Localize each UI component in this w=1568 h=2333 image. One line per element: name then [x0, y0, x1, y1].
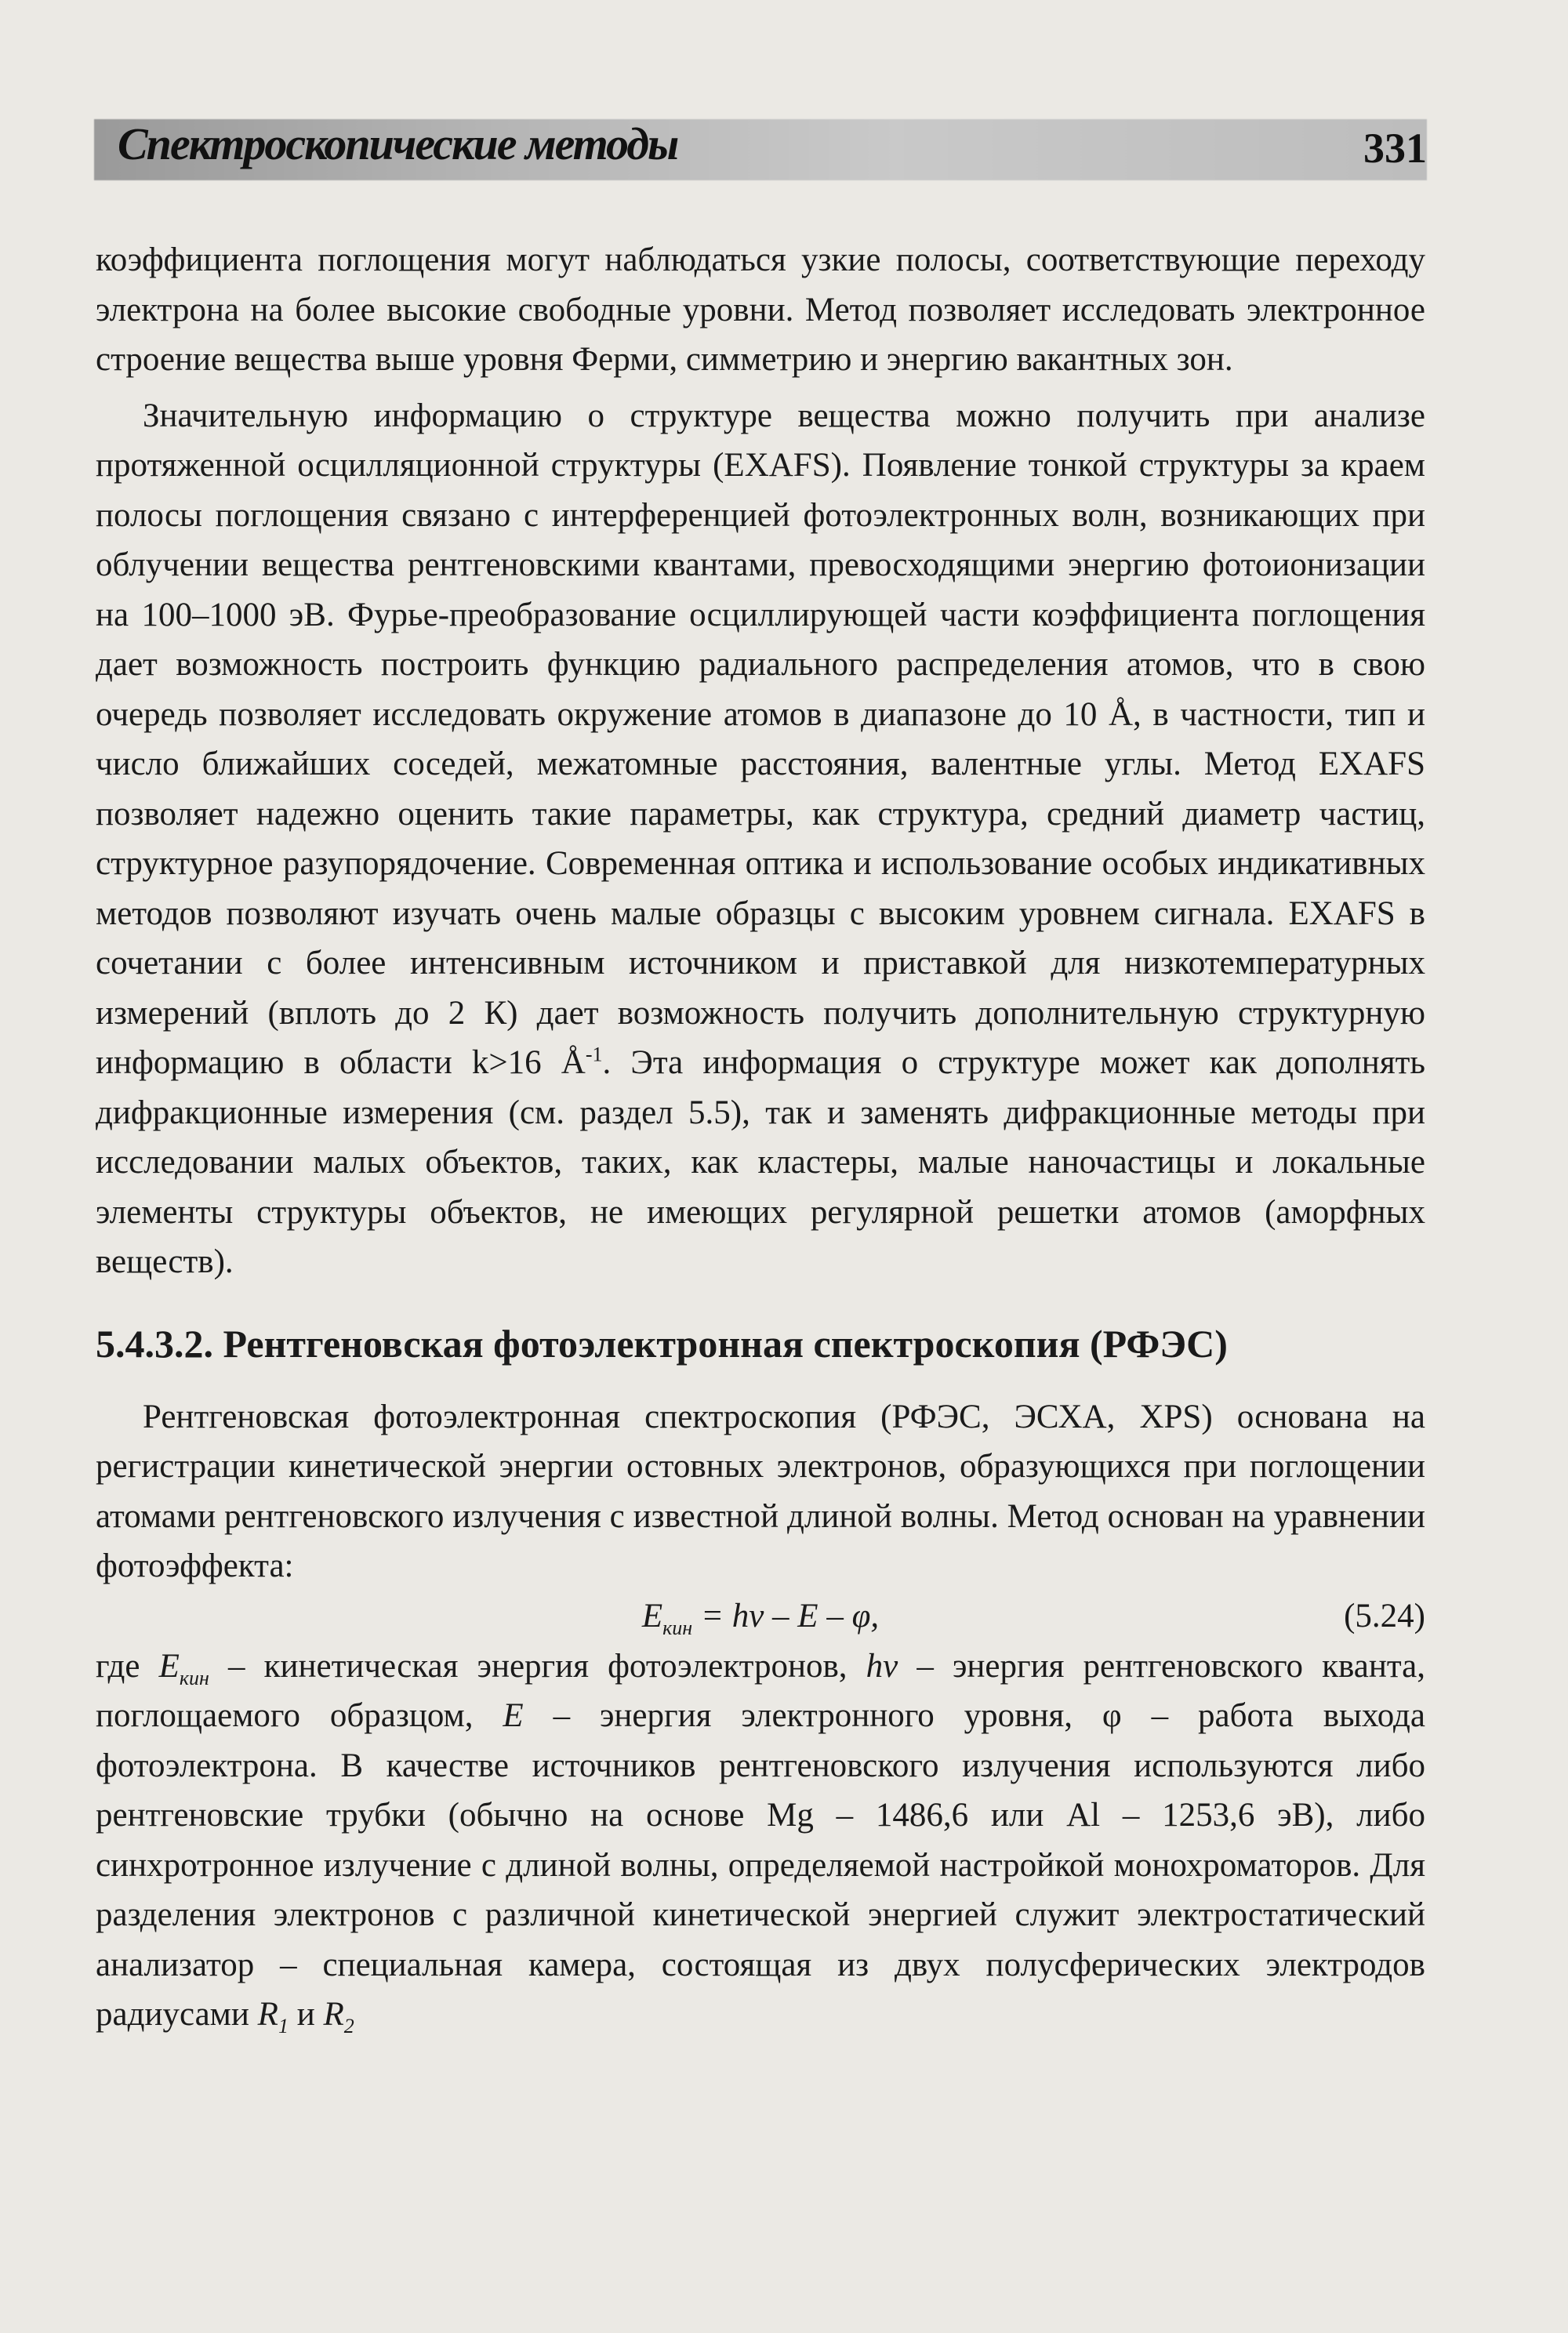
eq-rhs: = hν – E – φ,	[692, 1597, 880, 1635]
paragraph-exafs	[96, 391, 1425, 1287]
running-title: Спектроскопические методы	[118, 118, 678, 169]
equation-number: (5.24)	[1344, 1597, 1425, 1635]
subscript: 2	[343, 2015, 354, 2037]
equation	[96, 1591, 1425, 1642]
text: . Эта информация о структуре может как дополнять дифракционные измерения (см. раздел 5.5), так и заменять дифракционные методы при исследовании малых объектов, таких, как кластеры, малые наночастицы и локальные элементы структуры объектов, не имеющих регулярной решетки атомов (аморфных веществ).	[96, 1044, 1426, 1280]
text: и	[288, 1996, 324, 2033]
text: – энергия рентгеновского кванта, поглощаемого образцом,	[96, 1647, 1425, 1734]
page-number: 331	[1363, 125, 1427, 172]
symbol: E	[503, 1697, 524, 1734]
paragraph-equation-explanation	[96, 1642, 1425, 2040]
superscript: -1	[585, 1043, 603, 1066]
text: – кинетическая энергия фотоэлектронов,	[209, 1647, 866, 1685]
section-heading: 5.4.3.2. Рентгеновская фотоэлектронная спектроскопия (РФЭС)	[96, 1321, 1228, 1366]
symbol: R	[323, 1996, 344, 2033]
eq-lhs: E	[641, 1597, 663, 1635]
text: – энергия электронного уровня, φ – работа выхода фотоэлектрона. В качестве источников рентгеновского излучения используются либо рентгеновские трубки (обычно на основе Mg – 1486,6 или Al – 1253,6 эВ), либо синхротронное излучение с длиной волны, определяемой настройкой монохроматоров. Для разделения электронов с различной кинетической энергией служит электростатический анализатор – специальная камера, состоящая из двух полусферических электродов радиусами	[96, 1697, 1426, 2033]
paragraph-xps-intro: Рентгеновская фотоэлектронная спектроскопия (РФЭС, ЭСХА, XPS) основана на регистрации кинетической энергии остовных электронов, образующихся при поглощении атомами рентгеновского излучения с известной длиной волны. Метод основан на уравнении фотоэффекта:	[96, 1398, 1425, 1584]
paragraph-1: коэффициента поглощения могут наблюдаться узкие полосы, соответствующие переходу электрона на более высокие свободные уровни. Метод позволяет исследовать электронное строение вещества выше уровня Ферми, симметрию и энергию вакантных зон.	[96, 241, 1425, 378]
symbol: hν	[866, 1647, 898, 1685]
symbol: E	[158, 1647, 180, 1685]
page-body	[96, 235, 1425, 2040]
text: Значительную информацию о структуре вещества можно получить при анализе протяженной осцилляционной структуры (EXAFS). Появление тонкой структуры за краем полосы поглощения связано с интерференцией фотоэлектронных волн, возникающих при облучении вещества рентгеновскими квантами, превосходящими энергию фотоионизации на 100–1000 эВ. Фурье-преобразование осциллирующей части коэффициента поглощения дает возможность построить функцию радиального распределения атомов, что в свою очередь позволяет исследовать окружение атомов в диапазоне до 10 Å, в частности, тип и число ближайших соседей, межатомные расстояния, валентные углы. Метод EXAFS позволяет надежно оценить такие параметры, как структура, средний диаметр частиц, структурное разупорядочение. Современная оптика и использование особых индикативных методов позволяют изучать очень малые образцы с высоким уровнем сигнала. EXAFS в сочетании с более интенсивным источником и приставкой для низкотемпературных измерений (вплоть до 2 К) дает возможность получить дополнительную структурную информацию в области k>16 Å	[96, 397, 1425, 1081]
text: где	[96, 1647, 159, 1685]
subscript: кин	[179, 1666, 209, 1689]
symbol: R	[257, 1996, 278, 2033]
subscript: 1	[278, 2015, 289, 2037]
eq-lhs-sub: кин	[662, 1616, 693, 1639]
